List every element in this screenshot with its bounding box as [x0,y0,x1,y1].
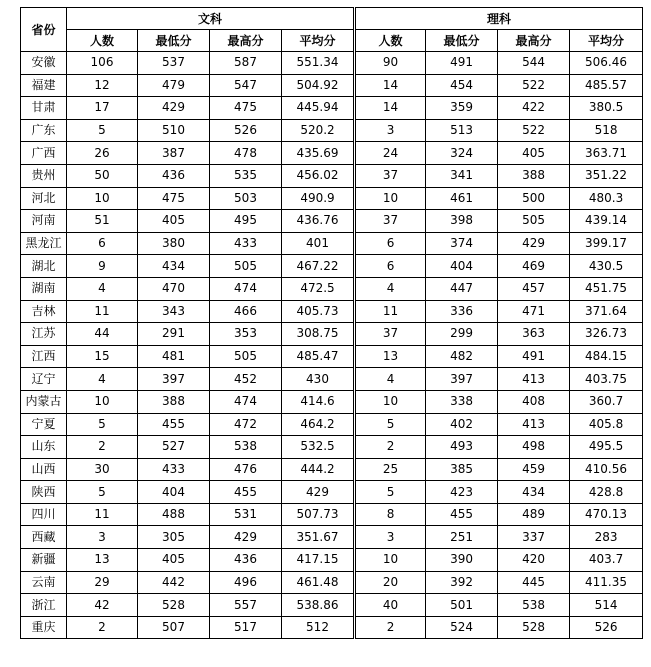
arts-avg-cell: 472.5 [282,277,355,300]
table-row [21,52,643,75]
arts-count-cell: 44 [67,323,138,346]
science-count-cell: 5 [355,413,426,436]
science-min-cell: 251 [426,526,498,549]
science-count-cell: 10 [355,549,426,572]
arts-avg-cell: 532.5 [282,436,355,459]
arts-count-cell: 4 [67,368,138,391]
arts-max-cell: 531 [210,503,282,526]
arts-max-cell: 526 [210,119,282,142]
arts-avg-cell: 351.67 [282,526,355,549]
arts-max-cell: 505 [210,345,282,368]
science-avg-cell: 403.7 [570,549,643,572]
table-row [21,616,643,639]
science-count-cell: 11 [355,300,426,323]
arts-max-cell: 478 [210,142,282,165]
science-avg-cell: 485.57 [570,74,643,97]
science-count-cell: 3 [355,119,426,142]
arts-count-cell: 42 [67,594,138,617]
science-avg-cell: 363.71 [570,142,643,165]
arts-max-cell: 474 [210,390,282,413]
arts-avg-cell: 445.94 [282,97,355,120]
province-cell: 四川 [21,503,67,526]
science-min-cell: 454 [426,74,498,97]
table-row [21,142,643,165]
arts-avg-cell: 461.48 [282,571,355,594]
science-count-cell: 8 [355,503,426,526]
science-count-cell: 25 [355,458,426,481]
table-row [21,503,643,526]
arts-avg-cell: 308.75 [282,323,355,346]
science-max-cell: 469 [498,255,570,278]
science-min-cell: 404 [426,255,498,278]
arts-max-cell: 476 [210,458,282,481]
arts-max-cell: 433 [210,232,282,255]
arts-max-cell: 353 [210,323,282,346]
arts-max-cell: 503 [210,187,282,210]
arts-avg-cell: 417.15 [282,549,355,572]
science-min-cell: 455 [426,503,498,526]
science-max-cell: 413 [498,413,570,436]
arts-avg-cell: 551.34 [282,52,355,75]
science-count-cell: 20 [355,571,426,594]
province-cell: 山西 [21,458,67,481]
science-avg-cell: 403.75 [570,368,643,391]
science-min-cell: 447 [426,277,498,300]
science-avg-cell: 470.13 [570,503,643,526]
science-avg-cell: 439.14 [570,210,643,233]
science-count-cell: 6 [355,255,426,278]
science-max-cell: 337 [498,526,570,549]
province-cell: 安徽 [21,52,67,75]
arts-avg-cell: 490.9 [282,187,355,210]
arts-min-cell: 404 [138,481,210,504]
science-max-cell: 408 [498,390,570,413]
province-cell: 内蒙古 [21,390,67,413]
province-cell: 湖北 [21,255,67,278]
arts-max-cell: 474 [210,277,282,300]
arts-min-cell: 388 [138,390,210,413]
science-avg-cell: 371.64 [570,300,643,323]
arts-max-cell: 472 [210,413,282,436]
science-max-cell: 471 [498,300,570,323]
science-min-cell: 374 [426,232,498,255]
science-max-cell: 457 [498,277,570,300]
science-avg-cell: 495.5 [570,436,643,459]
table-row [21,210,643,233]
province-header: 省份 [21,8,67,52]
table-row [21,74,643,97]
science-min-cell: 359 [426,97,498,120]
province-cell: 湖南 [21,277,67,300]
science-count-cell: 6 [355,232,426,255]
province-cell: 江苏 [21,323,67,346]
science-min-cell: 493 [426,436,498,459]
science-max-cell: 538 [498,594,570,617]
table-row [21,119,643,142]
science-max-cell: 505 [498,210,570,233]
science-avg-cell: 405.8 [570,413,643,436]
table-header [21,8,643,52]
arts-max-cell: 495 [210,210,282,233]
science-avg-cell: 351.22 [570,164,643,187]
science-avg-cell: 326.73 [570,323,643,346]
arts-count-header: 人数 [67,30,138,52]
arts-max-cell: 455 [210,481,282,504]
arts-avg-cell: 430 [282,368,355,391]
arts-max-cell: 429 [210,526,282,549]
arts-min-cell: 436 [138,164,210,187]
arts-min-cell: 510 [138,119,210,142]
science-min-cell: 299 [426,323,498,346]
province-cell: 重庆 [21,616,67,639]
arts-count-cell: 50 [67,164,138,187]
science-avg-cell: 451.75 [570,277,643,300]
arts-min-cell: 405 [138,210,210,233]
science-max-cell: 491 [498,345,570,368]
science-avg-cell: 380.5 [570,97,643,120]
table-row [21,164,643,187]
science-avg-cell: 514 [570,594,643,617]
arts-avg-cell: 485.47 [282,345,355,368]
arts-min-cell: 528 [138,594,210,617]
science-min-cell: 513 [426,119,498,142]
arts-min-cell: 442 [138,571,210,594]
science-avg-cell: 480.3 [570,187,643,210]
arts-max-cell: 475 [210,97,282,120]
province-cell: 黑龙江 [21,232,67,255]
arts-min-cell: 527 [138,436,210,459]
province-cell: 贵州 [21,164,67,187]
admission-score-table [20,7,643,639]
science-count-cell: 14 [355,74,426,97]
science-avg-cell: 411.35 [570,571,643,594]
arts-max-cell: 452 [210,368,282,391]
province-cell: 吉林 [21,300,67,323]
arts-count-cell: 2 [67,616,138,639]
science-avg-header: 平均分 [570,30,643,52]
arts-min-cell: 488 [138,503,210,526]
science-max-cell: 405 [498,142,570,165]
science-count-cell: 5 [355,481,426,504]
science-avg-cell: 360.7 [570,390,643,413]
arts-count-cell: 10 [67,187,138,210]
province-cell: 河北 [21,187,67,210]
arts-min-cell: 455 [138,413,210,436]
province-cell: 福建 [21,74,67,97]
arts-min-cell: 291 [138,323,210,346]
table-row [21,436,643,459]
arts-count-cell: 9 [67,255,138,278]
science-max-cell: 498 [498,436,570,459]
science-max-cell: 500 [498,187,570,210]
arts-max-cell: 535 [210,164,282,187]
arts-max-cell: 466 [210,300,282,323]
arts-count-cell: 2 [67,436,138,459]
arts-min-cell: 433 [138,458,210,481]
arts-min-cell: 481 [138,345,210,368]
science-max-cell: 445 [498,571,570,594]
science-avg-cell: 518 [570,119,643,142]
arts-min-cell: 429 [138,97,210,120]
arts-avg-cell: 504.92 [282,74,355,97]
arts-avg-cell: 512 [282,616,355,639]
science-max-cell: 528 [498,616,570,639]
science-avg-cell: 410.56 [570,458,643,481]
arts-avg-cell: 414.6 [282,390,355,413]
table-row [21,187,643,210]
arts-max-cell: 557 [210,594,282,617]
science-count-cell: 37 [355,323,426,346]
arts-count-cell: 5 [67,481,138,504]
arts-avg-cell: 429 [282,481,355,504]
province-cell: 陕西 [21,481,67,504]
arts-count-cell: 13 [67,549,138,572]
science-count-cell: 13 [355,345,426,368]
province-cell: 浙江 [21,594,67,617]
science-max-cell: 489 [498,503,570,526]
table-row [21,571,643,594]
table-row [21,413,643,436]
table-row [21,97,643,120]
arts-count-cell: 5 [67,119,138,142]
science-max-cell: 363 [498,323,570,346]
science-avg-cell: 399.17 [570,232,643,255]
science-min-cell: 423 [426,481,498,504]
science-min-cell: 338 [426,390,498,413]
arts-min-cell: 405 [138,549,210,572]
science-min-cell: 324 [426,142,498,165]
science-count-cell: 24 [355,142,426,165]
table-row [21,300,643,323]
arts-min-cell: 387 [138,142,210,165]
province-cell: 山东 [21,436,67,459]
arts-avg-cell: 464.2 [282,413,355,436]
science-group-header: 理科 [355,8,643,30]
science-count-cell: 40 [355,594,426,617]
table-row [21,458,643,481]
arts-group-header: 文科 [67,8,355,30]
science-avg-cell: 428.8 [570,481,643,504]
arts-count-cell: 10 [67,390,138,413]
table-row [21,481,643,504]
arts-count-cell: 51 [67,210,138,233]
science-max-header: 最高分 [498,30,570,52]
arts-avg-cell: 467.22 [282,255,355,278]
arts-avg-cell: 436.76 [282,210,355,233]
table-row [21,232,643,255]
province-cell: 新疆 [21,549,67,572]
table-row [21,368,643,391]
science-count-cell: 2 [355,436,426,459]
science-count-cell: 10 [355,390,426,413]
science-min-cell: 392 [426,571,498,594]
arts-min-cell: 434 [138,255,210,278]
science-count-cell: 2 [355,616,426,639]
arts-avg-cell: 456.02 [282,164,355,187]
science-count-cell: 4 [355,277,426,300]
science-min-cell: 390 [426,549,498,572]
science-min-cell: 402 [426,413,498,436]
science-count-cell: 37 [355,164,426,187]
science-max-cell: 429 [498,232,570,255]
table-row [21,277,643,300]
province-cell: 河南 [21,210,67,233]
arts-min-header: 最低分 [138,30,210,52]
arts-avg-cell: 435.69 [282,142,355,165]
province-cell: 宁夏 [21,413,67,436]
science-max-cell: 413 [498,368,570,391]
science-min-cell: 482 [426,345,498,368]
arts-max-header: 最高分 [210,30,282,52]
arts-min-cell: 470 [138,277,210,300]
arts-count-cell: 26 [67,142,138,165]
arts-count-cell: 3 [67,526,138,549]
arts-count-cell: 30 [67,458,138,481]
arts-max-cell: 496 [210,571,282,594]
science-max-cell: 522 [498,119,570,142]
arts-min-cell: 397 [138,368,210,391]
arts-max-cell: 436 [210,549,282,572]
science-min-cell: 341 [426,164,498,187]
arts-count-cell: 11 [67,503,138,526]
science-count-header: 人数 [355,30,426,52]
arts-avg-cell: 507.73 [282,503,355,526]
table-row [21,345,643,368]
arts-count-cell: 11 [67,300,138,323]
arts-avg-cell: 444.2 [282,458,355,481]
science-count-cell: 3 [355,526,426,549]
arts-avg-header: 平均分 [282,30,355,52]
science-max-cell: 459 [498,458,570,481]
science-min-cell: 398 [426,210,498,233]
science-count-cell: 14 [355,97,426,120]
arts-count-cell: 15 [67,345,138,368]
province-cell: 甘肃 [21,97,67,120]
science-max-cell: 522 [498,74,570,97]
science-max-cell: 434 [498,481,570,504]
science-min-cell: 461 [426,187,498,210]
science-min-cell: 501 [426,594,498,617]
arts-count-cell: 106 [67,52,138,75]
arts-count-cell: 5 [67,413,138,436]
table-row [21,323,643,346]
science-avg-cell: 506.46 [570,52,643,75]
science-min-cell: 336 [426,300,498,323]
arts-count-cell: 29 [67,571,138,594]
science-avg-cell: 484.15 [570,345,643,368]
arts-max-cell: 547 [210,74,282,97]
arts-avg-cell: 405.73 [282,300,355,323]
science-max-cell: 388 [498,164,570,187]
arts-avg-cell: 520.2 [282,119,355,142]
arts-count-cell: 17 [67,97,138,120]
province-cell: 云南 [21,571,67,594]
province-cell: 广东 [21,119,67,142]
science-count-cell: 37 [355,210,426,233]
table-row [21,255,643,278]
science-count-cell: 4 [355,368,426,391]
arts-count-cell: 12 [67,74,138,97]
science-min-cell: 491 [426,52,498,75]
arts-count-cell: 4 [67,277,138,300]
arts-max-cell: 587 [210,52,282,75]
science-min-header: 最低分 [426,30,498,52]
score-table-frame [20,7,639,656]
arts-min-cell: 479 [138,74,210,97]
science-max-cell: 420 [498,549,570,572]
arts-min-cell: 305 [138,526,210,549]
arts-min-cell: 507 [138,616,210,639]
arts-min-cell: 380 [138,232,210,255]
arts-min-cell: 343 [138,300,210,323]
table-row [21,594,643,617]
science-min-cell: 385 [426,458,498,481]
arts-max-cell: 517 [210,616,282,639]
table-row [21,549,643,572]
table-row [21,390,643,413]
table-row [21,526,643,549]
science-count-cell: 10 [355,187,426,210]
province-cell: 辽宁 [21,368,67,391]
table-body [21,52,643,639]
arts-min-cell: 537 [138,52,210,75]
science-count-cell: 90 [355,52,426,75]
arts-max-cell: 538 [210,436,282,459]
science-max-cell: 544 [498,52,570,75]
science-avg-cell: 526 [570,616,643,639]
science-max-cell: 422 [498,97,570,120]
arts-avg-cell: 538.86 [282,594,355,617]
province-cell: 江西 [21,345,67,368]
arts-count-cell: 6 [67,232,138,255]
province-cell: 广西 [21,142,67,165]
arts-avg-cell: 401 [282,232,355,255]
arts-min-cell: 475 [138,187,210,210]
arts-max-cell: 505 [210,255,282,278]
science-min-cell: 524 [426,616,498,639]
province-cell: 西藏 [21,526,67,549]
science-min-cell: 397 [426,368,498,391]
science-avg-cell: 430.5 [570,255,643,278]
science-avg-cell: 283 [570,526,643,549]
